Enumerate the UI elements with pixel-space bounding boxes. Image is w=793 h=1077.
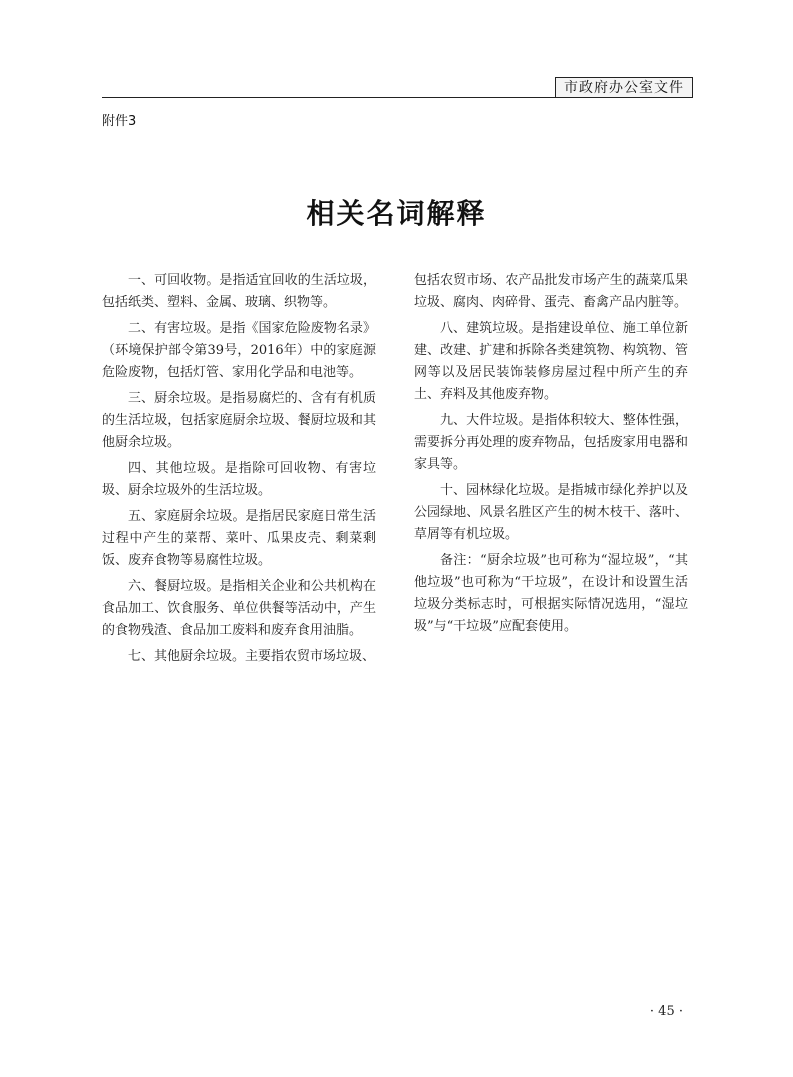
paragraph-catering-waste: 六、餐厨垃圾。是指相关企业和公共机构在食品加工、饮食服务、单位供餐等活动中，产生的食物残渣、食品加工废料和废弃食用油脂。 xyxy=(102,579,376,638)
header-section-label: 市政府办公室文件 xyxy=(555,77,693,97)
header-rule xyxy=(102,97,693,98)
paragraph-recyclables: 一、可回收物。是指适宜回收的生活垃圾，包括纸类、塑料、金属、玻璃、织物等。 xyxy=(102,273,376,310)
attachment-label: 附件3 xyxy=(102,114,137,129)
paragraph-remarks: 备注：“厨余垃圾”也可称为“湿垃圾”，“其他垃圾”也可称为“干垃圾”，在设计和设置生活垃圾分类标志时，可根据实际情况选用，“湿垃圾”与“干垃圾”应配套使用。 xyxy=(414,553,688,634)
page-number: · 45 · xyxy=(649,1004,683,1019)
page-title: 相关名词解释 xyxy=(306,196,487,230)
paragraph-bulky-waste: 九、大件垃圾。是指体积较大、整体性强，需要拆分再处理的废弃物品，包括废家用电器和家具等。 xyxy=(414,413,688,472)
paragraph-household-kitchen-waste: 五、家庭厨余垃圾。是指居民家庭日常生活过程中产生的菜帮、菜叶、瓜果皮壳、剩菜剩饭、废弃食物等易腐性垃圾。 xyxy=(102,509,376,568)
paragraph-hazardous-waste: 二、有害垃圾。是指《国家危险废物名录》（环境保护部令第39号，2016年）中的家庭源危险废物，包括灯管、家用化学品和电池等。 xyxy=(102,321,376,380)
paragraph-continuation: 包括农贸市场、农产品批发市场产生的蔬菜瓜果垃圾、腐肉、肉碎骨、蛋壳、畜禽产品内脏等。 xyxy=(414,273,688,310)
paragraph-construction-waste: 八、建筑垃圾。是指建设单位、施工单位新建、改建、扩建和拆除各类建筑物、构筑物、管网等以及居民装饰装修房屋过程中所产生的弃土、弃料及其他废弃物。 xyxy=(414,321,688,402)
left-column xyxy=(102,270,376,672)
right-column xyxy=(414,270,688,642)
paragraph-other-waste: 四、其他垃圾。是指除可回收物、有害垃圾、厨余垃圾外的生活垃圾。 xyxy=(102,461,376,498)
paragraph-garden-waste: 十、园林绿化垃圾。是指城市绿化养护以及公园绿地、风景名胜区产生的树木枝干、落叶、草屑等有机垃圾。 xyxy=(414,483,688,542)
paragraph-other-kitchen-waste: 七、其他厨余垃圾。主要指农贸市场垃圾、 xyxy=(128,649,376,664)
paragraph-kitchen-waste: 三、厨余垃圾。是指易腐烂的、含有有机质的生活垃圾，包括家庭厨余垃圾、餐厨垃圾和其他厨余垃圾。 xyxy=(102,391,376,450)
